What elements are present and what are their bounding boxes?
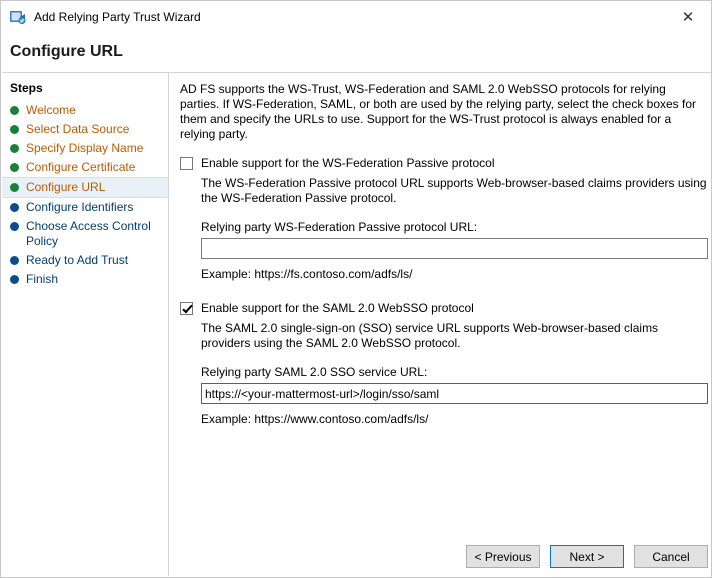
step-label: Choose Access Control Policy — [26, 219, 151, 248]
saml-example: Example: https://www.contoso.com/adfs/ls/ — [201, 412, 429, 426]
page-title: Configure URL — [10, 43, 123, 60]
ws-federation-url-input[interactable] — [201, 238, 708, 259]
page-header — [1, 33, 711, 71]
ws-federation-checkbox-label: Enable support for the WS-Federation Passive protocol — [201, 156, 495, 170]
ws-federation-description: The WS-Federation Passive protocol URL supports Web-browser-based claims providers using the WS-Federation Passive protocol. — [201, 176, 707, 205]
sidebar-item-configure-identifiers[interactable] — [2, 198, 168, 217]
wizard-footer — [466, 545, 708, 568]
sidebar-item-specify-display-name[interactable] — [2, 139, 168, 158]
section-gap — [180, 281, 708, 301]
saml-section — [201, 321, 708, 426]
close-icon: ✕ — [681, 7, 695, 26]
sidebar-item-configure-url[interactable] — [2, 177, 168, 198]
sidebar-item-ready-to-add-trust[interactable] — [2, 251, 168, 270]
step-label: Select Data Source — [26, 122, 130, 136]
step-label: Specify Display Name — [26, 141, 144, 155]
step-bullet-icon — [10, 222, 19, 231]
saml-description: The SAML 2.0 single-sign-on (SSO) service URL supports Web-browser-based claims providers using the SAML 2.0 WebSSO protocol. — [201, 321, 659, 350]
cancel-button[interactable]: Cancel — [634, 545, 708, 568]
previous-button[interactable]: < Previous — [466, 545, 540, 568]
ws-federation-checkbox[interactable] — [180, 157, 193, 170]
sidebar-item-finish[interactable] — [2, 270, 168, 289]
content-pane — [169, 72, 712, 576]
step-bullet-icon — [10, 163, 19, 172]
steps-pane — [2, 72, 169, 576]
ws-federation-section — [201, 176, 708, 281]
step-bullet-icon — [10, 275, 19, 284]
ws-federation-url-label: Relying party WS-Federation Passive protocol URL: — [201, 220, 478, 234]
step-label: Welcome — [26, 103, 76, 117]
window-title: Add Relying Party Trust Wizard — [34, 10, 201, 24]
saml-checkbox[interactable] — [180, 302, 193, 315]
sidebar-item-configure-certificate[interactable] — [2, 158, 168, 177]
step-label: Configure URL — [26, 180, 106, 194]
saml-checkbox-row[interactable] — [180, 301, 708, 315]
step-bullet-icon — [10, 256, 19, 265]
saml-url-input[interactable] — [201, 383, 708, 404]
step-label: Configure Certificate — [26, 160, 136, 174]
title-bar — [1, 1, 711, 33]
close-button[interactable] — [665, 2, 711, 33]
step-bullet-icon — [10, 144, 19, 153]
intro-text: AD FS supports the WS-Trust, WS-Federation and SAML 2.0 WebSSO protocols for relying parties. If WS-Federation, SAML, or both are used by the relying party, select the check boxes for them and specify the URLs to use. Support for the WS-Trust protocol is always enabled for a relying party. — [180, 82, 697, 141]
step-bullet-icon — [10, 183, 19, 192]
step-bullet-icon — [10, 125, 19, 134]
sidebar-item-select-data-source[interactable] — [2, 120, 168, 139]
step-bullet-icon — [10, 106, 19, 115]
steps-title: Steps — [10, 81, 43, 95]
next-button[interactable]: Next > — [550, 545, 624, 568]
wizard-app-icon — [9, 8, 27, 26]
saml-url-label: Relying party SAML 2.0 SSO service URL: — [201, 365, 428, 379]
saml-checkbox-label: Enable support for the SAML 2.0 WebSSO protocol — [201, 301, 474, 315]
sidebar-item-choose-access-control-policy[interactable] — [2, 217, 168, 251]
ws-federation-checkbox-row[interactable] — [180, 156, 708, 170]
step-bullet-icon — [10, 203, 19, 212]
step-label: Ready to Add Trust — [26, 253, 129, 267]
ws-federation-example: Example: https://fs.contoso.com/adfs/ls/ — [201, 267, 413, 281]
step-label: Finish — [26, 272, 59, 286]
wizard-body — [2, 72, 710, 576]
step-label: Configure Identifiers — [26, 200, 134, 214]
sidebar-item-welcome[interactable] — [2, 101, 168, 120]
